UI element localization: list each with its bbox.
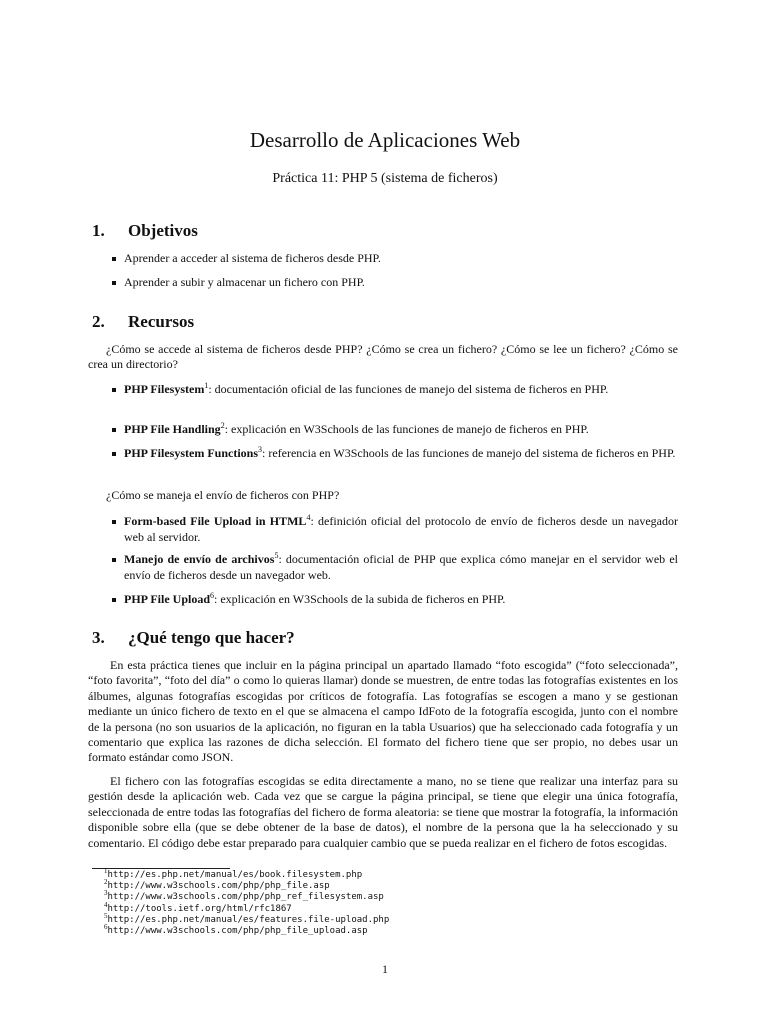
paragraph-2: El fichero con las fotografías escogidas se edita directamente a mano, no se tiene que realizar una interfaz para su gestión desde la aplicación web. Cada vez que se cargue la página principal, se tiene que elegir una única fotografía, seleccionada de entre todas las fotografías del fichero de forma aleatoria: se tiene que mostrar la fotografía, la información disponible sobre ella (que se debe obtener de la base de datos), el nombre de la persona que la ha seleccionado y su comentario. El código debe estar preparado para cualquier cambio que se pueda realizar en el fichero de fotos escogidas. — [88, 774, 678, 850]
footnote-ref: 2 — [220, 421, 225, 430]
footnote-link[interactable]: http://www.w3schools.com/php/php_file_upload.asp — [107, 926, 368, 937]
footnote-ref: 4 — [306, 513, 311, 522]
section-title: ¿Qué tengo que hacer? — [128, 628, 295, 647]
section-title: Objetivos — [128, 221, 198, 240]
paragraph-intro: ¿Cómo se accede al sistema de ficheros desde PHP? ¿Cómo se crea un fichero? ¿Cómo se lee un fichero? ¿Cómo se crea un directorio? — [88, 342, 678, 372]
footnote — [104, 923, 389, 937]
footnote — [104, 878, 389, 892]
paragraph-1: En esta práctica tienes que incluir en la página principal un apartado llamado “foto escogida” (“foto seleccionada”, “foto favorita”, “foto del día” o como lo quieras llamar) donde se muestren, de entre todas las fotografías existentes en los álbumes, algunas fotografías escogidas por críticos de fotografía. Las fotografías se escogen a mano y se gestionan mediante un único fichero de texto en el que se almacena el campo IdFoto de la fotografía escogida, junto con el nombre de la persona (no son usuarios de la aplicación, no figuran en la tabla Usuarios) que ha seleccionado cada fotografía y un comentario que explica las razones de dicha selección. El formato del fichero tiene que ser propio, no debes usar un formato estándar como JSON. — [88, 658, 678, 765]
footnote — [104, 900, 389, 915]
footnote-link[interactable]: http://www.w3schools.com/php/php_file.asp — [107, 881, 330, 892]
list-item — [124, 382, 678, 398]
page-number: 1 — [382, 962, 388, 976]
section-title: Recursos — [128, 312, 195, 331]
resource-name: Manejo de envío de archivos — [124, 552, 275, 566]
list-item — [124, 552, 678, 583]
list-item — [124, 446, 678, 462]
footnote-ref: 1 — [204, 381, 209, 390]
resource-name: Form-based File Upload in HTML — [124, 514, 307, 528]
resource-desc: : documentación oficial de PHP que explica cómo manejar en el servidor web el envío de ficheros desde un navegador web. — [124, 552, 678, 582]
footnote-link[interactable]: http://es.php.net/manual/es/features.file-upload.php — [107, 914, 390, 925]
resource-desc: : documentación oficial de las funciones de manejo del sistema de ficheros en PHP. — [208, 382, 609, 396]
resource-name: PHP File Upload — [124, 592, 211, 606]
footnote-link[interactable]: http://es.php.net/manual/es/book.filesystem.php — [107, 870, 363, 880]
footnote — [104, 889, 389, 903]
section-heading-objetivos — [92, 221, 198, 241]
document-title: Desarrollo de Aplicaciones Web — [249, 128, 521, 152]
resource-desc: : definición oficial del protocolo de envío de ficheros desde un navegador web al servidor. — [124, 514, 678, 544]
resource-name: PHP Filesystem — [124, 382, 205, 396]
list-item — [124, 422, 678, 438]
list-item — [124, 592, 678, 608]
footnote-link[interactable]: http://www.w3schools.com/php/php_ref_filesystem.asp — [107, 892, 384, 903]
resource-desc: : explicación en W3Schools de la subida de ficheros en PHP. — [214, 592, 506, 606]
list-item — [124, 514, 678, 545]
footnotes — [104, 867, 390, 937]
list-item: Aprender a acceder al sistema de ficheros desde PHP. — [124, 251, 678, 267]
document-subtitle: Práctica 11: PHP 5 (sistema de ficheros) — [272, 171, 498, 186]
list-item: Aprender a subir y almacenar un fichero con PHP. — [124, 275, 678, 291]
footnote-ref: 5 — [274, 551, 279, 560]
paragraph-question: ¿Cómo se maneja el envío de ficheros con PHP? — [106, 488, 340, 502]
section-number: 2. — [92, 312, 105, 331]
footnote — [104, 911, 390, 926]
footnote-number: 3 — [104, 889, 108, 898]
section-number: 3. — [92, 628, 105, 647]
resource-desc: : explicación en W3Schools de las funciones de manejo de ficheros en PHP. — [224, 422, 589, 436]
footnote — [104, 867, 389, 881]
section-heading-que-hacer — [92, 628, 295, 648]
footnote-ref: 6 — [210, 591, 215, 600]
footnote-number: 6 — [104, 923, 108, 932]
footnote-link[interactable]: http://tools.ietf.org/html/rfc1867 — [107, 903, 292, 914]
footnote-number: 1 — [104, 867, 108, 875]
footnote-rule — [92, 868, 230, 869]
resource-desc: : referencia en W3Schools de las funciones de manejo del sistema de ficheros en PHP. — [262, 446, 676, 460]
footnote-ref: 3 — [258, 445, 262, 454]
resource-name: PHP Filesystem Functions — [124, 446, 258, 460]
footnote-number: 5 — [104, 911, 108, 920]
section-number: 1. — [92, 221, 105, 240]
section-heading-recursos — [92, 312, 194, 332]
footnote-number: 2 — [104, 878, 108, 887]
footnote-number: 4 — [104, 900, 108, 909]
resource-name: PHP File Handling — [124, 422, 221, 436]
